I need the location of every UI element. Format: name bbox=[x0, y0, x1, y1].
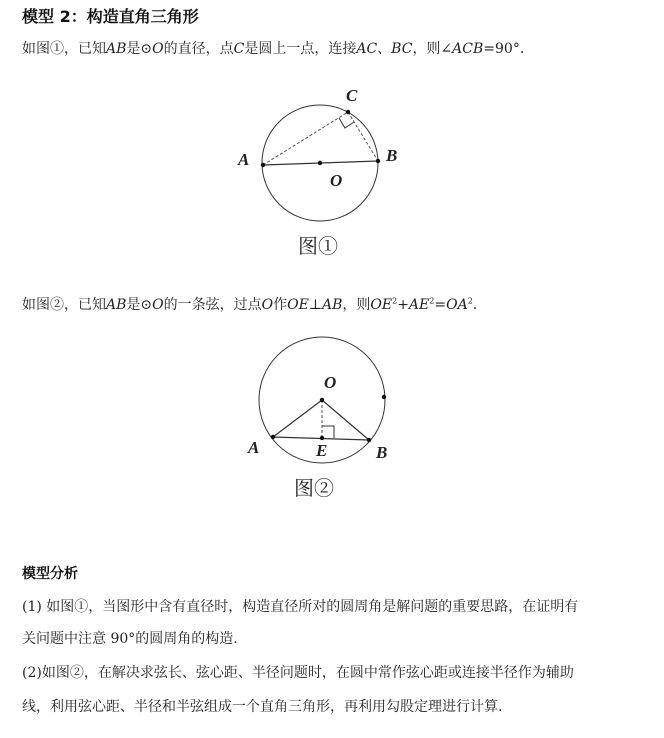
section-title: 模型 2：构造直角三角形 bbox=[22, 7, 199, 26]
text: 是圆上一点，连接 bbox=[244, 41, 357, 57]
paragraph-figure2-statement bbox=[22, 294, 477, 314]
text: ，则 bbox=[342, 297, 371, 313]
text: ，则∠ bbox=[412, 41, 453, 57]
figure1-point-b bbox=[376, 159, 380, 163]
text: 如图①，已知 bbox=[22, 41, 106, 57]
text: 、 bbox=[377, 41, 392, 57]
text: = bbox=[434, 297, 447, 313]
math-ae: AE bbox=[408, 297, 430, 313]
figure1-label-a: A bbox=[238, 150, 250, 169]
figure1-right-angle-mark bbox=[339, 118, 354, 128]
figure1-caption: 图① bbox=[298, 234, 338, 258]
figure1-label-c: C bbox=[346, 86, 358, 105]
superscript: 2 bbox=[429, 296, 435, 306]
figure2-label-b: B bbox=[376, 443, 388, 462]
math-o: O bbox=[152, 41, 164, 57]
math-oe: OE bbox=[370, 297, 393, 313]
figure1-chord-bc bbox=[348, 112, 378, 161]
math-ac: AC bbox=[356, 41, 378, 57]
text: 作 bbox=[273, 297, 288, 313]
superscript: 2 bbox=[392, 296, 398, 306]
figure1-point-a bbox=[261, 163, 265, 167]
analysis-line-1: (1) 如图①，当图形中含有直径时，构造直径所对的圆周角是解问题的重要思路，在证明有 bbox=[22, 599, 579, 615]
analysis-line-4: 线，利用弦心距、半径和半弦组成一个直角三角形，再利用勾股定理进行计算. bbox=[22, 699, 503, 715]
figure2-point-e bbox=[320, 436, 324, 440]
text: 的直径，点 bbox=[163, 41, 234, 57]
math-ab: AB bbox=[106, 297, 127, 313]
figure2-point-a bbox=[271, 435, 275, 439]
figure2-point-o bbox=[320, 398, 324, 402]
figure2-radius-oa bbox=[273, 400, 322, 437]
figure1-label-o: O bbox=[330, 171, 343, 190]
math-oe: OE bbox=[287, 297, 309, 313]
figure2-point-circle bbox=[382, 395, 386, 399]
text: . bbox=[472, 297, 478, 313]
figure1-point-o bbox=[318, 161, 322, 165]
figure1-label-b: B bbox=[386, 146, 398, 165]
figure2-label-e: E bbox=[316, 441, 328, 460]
analysis-heading: 模型分析 bbox=[22, 566, 78, 582]
math-acb: ACB bbox=[452, 41, 484, 57]
figure2-radius-ob bbox=[322, 400, 369, 440]
text: =90°. bbox=[483, 41, 525, 57]
math-ab: AB bbox=[106, 41, 127, 57]
analysis-line-2: 关问题中注意 90°的圆周角的构造. bbox=[22, 631, 238, 647]
figure1-chord-ac bbox=[263, 112, 348, 165]
math-o: O bbox=[152, 297, 164, 313]
math-c: C bbox=[233, 41, 245, 57]
figure2-label-a: A bbox=[248, 438, 260, 457]
text: 是⊙ bbox=[126, 297, 153, 313]
figure2-right-angle-mark bbox=[322, 426, 334, 438]
math-o: O bbox=[261, 297, 274, 313]
math-ab: AB bbox=[321, 297, 343, 313]
text: + bbox=[397, 297, 409, 313]
figure2-caption: 图② bbox=[294, 476, 334, 500]
figure2-point-b bbox=[367, 438, 371, 442]
math-oa: OA bbox=[446, 297, 468, 313]
figure2-label-o: O bbox=[324, 373, 337, 392]
figure1-point-c bbox=[346, 110, 350, 114]
text: 如图②，已知 bbox=[22, 297, 106, 313]
text: 的一条弦，过点 bbox=[163, 297, 262, 313]
math-bc: BC bbox=[391, 41, 413, 57]
analysis-line-3: (2)如图②，在解决求弦长、弦心距、半径问题时，在圆中常作弦心距或连接半径作为辅助 bbox=[22, 665, 574, 681]
text: 是⊙ bbox=[126, 41, 153, 57]
perpendicular-symbol: ⊥ bbox=[308, 297, 322, 313]
superscript: 2 bbox=[467, 296, 473, 306]
